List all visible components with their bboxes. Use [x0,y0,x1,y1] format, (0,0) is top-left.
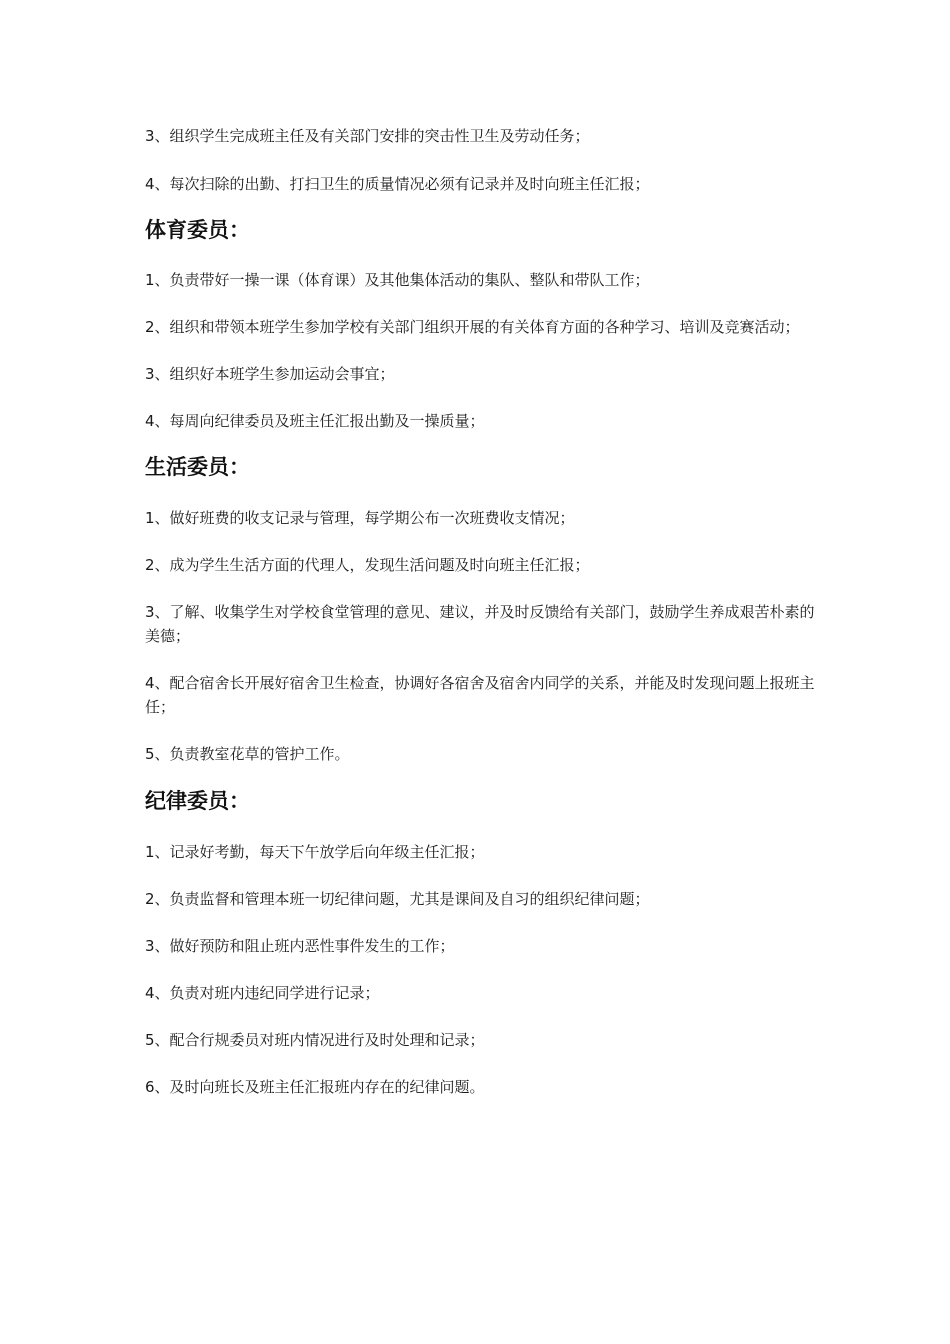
list-item: 4、负责对班内违纪同学进行记录； [145,984,380,1002]
list-item: 2、组织和带领本班学生参加学校有关部门组织开展的有关体育方面的各种学习、培训及竞赛活动； [145,318,800,336]
list-item: 3、了解、收集学生对学校食堂管理的意见、建议，并及时反馈给有关部门，鼓励学生养成艰苦朴素的美德； [145,603,815,645]
document-content [145,124,815,1099]
section-heading-life: 生活委员： [145,455,250,479]
list-item: 3、组织好本班学生参加运动会事宜； [145,365,395,383]
list-item: 1、做好班费的收支记录与管理，每学期公布一次班费收支情况； [145,509,575,527]
list-item: 2、成为学生生活方面的代理人，发现生活问题及时向班主任汇报； [145,556,590,574]
list-item: 5、负责教室花草的管护工作。 [145,745,350,763]
list-item: 6、及时向班长及班主任汇报班内存在的纪律问题。 [145,1078,485,1096]
list-item: 2、负责监督和管理本班一切纪律问题，尤其是课间及自习的组织纪律问题； [145,890,650,908]
list-item: 3、做好预防和阻止班内恶性事件发生的工作； [145,937,455,955]
list-item: 5、配合行规委员对班内情况进行及时处理和记录； [145,1031,485,1049]
list-item: 4、配合宿舍长开展好宿舍卫生检查，协调好各宿舍及宿舍内同学的关系，并能及时发现问题上报班主任； [145,674,815,716]
section-heading-sports: 体育委员： [145,218,250,242]
list-item: 4、每周向纪律委员及班主任汇报出勤及一操质量； [145,412,485,430]
list-item: 1、记录好考勤，每天下午放学后向年级主任汇报； [145,843,485,861]
list-item: 3、组织学生完成班主任及有关部门安排的突击性卫生及劳动任务； [145,127,590,145]
list-item: 4、每次扫除的出勤、打扫卫生的质量情况必须有记录并及时向班主任汇报； [145,175,650,193]
list-item: 1、负责带好一操一课（体育课）及其他集体活动的集队、整队和带队工作； [145,271,650,289]
section-heading-discipline: 纪律委员： [145,789,250,813]
